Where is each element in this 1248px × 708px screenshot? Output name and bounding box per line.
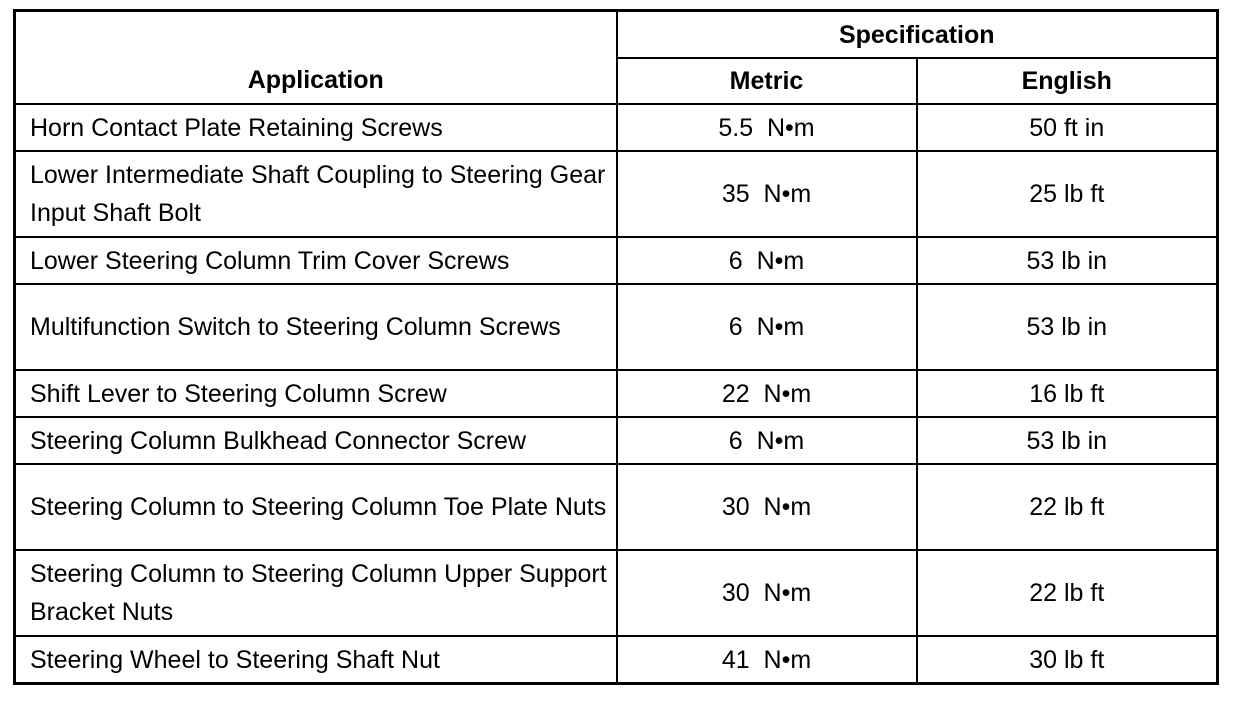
metric-cell: 6 N•m (617, 284, 917, 370)
english-cell: 53 lb in (917, 237, 1218, 284)
application-cell: Lower Intermediate Shaft Coupling to Steering Gear Input Shaft Bolt (15, 151, 617, 237)
english-header: English (917, 58, 1218, 104)
application-cell: Steering Wheel to Steering Shaft Nut (15, 636, 617, 684)
application-cell: Steering Column Bulkhead Connector Screw (15, 417, 617, 464)
application-cell: Steering Column to Steering Column Upper Support Bracket Nuts (15, 550, 617, 636)
application-cell: Lower Steering Column Trim Cover Screws (15, 237, 617, 284)
english-cell: 53 lb in (917, 284, 1218, 370)
english-cell: 22 lb ft (917, 464, 1218, 550)
metric-cell: 30 N•m (617, 464, 917, 550)
metric-cell: 6 N•m (617, 237, 917, 284)
metric-cell: 30 N•m (617, 550, 917, 636)
table-row (15, 284, 1218, 370)
header-row-top (15, 11, 1218, 59)
application-cell: Shift Lever to Steering Column Screw (15, 370, 617, 417)
metric-cell: 6 N•m (617, 417, 917, 464)
english-cell: 53 lb in (917, 417, 1218, 464)
metric-cell: 41 N•m (617, 636, 917, 684)
english-cell: 25 lb ft (917, 151, 1218, 237)
english-cell: 50 ft in (917, 104, 1218, 151)
metric-cell: 35 N•m (617, 151, 917, 237)
metric-cell: 5.5 N•m (617, 104, 917, 151)
table-row (15, 370, 1218, 417)
table-row (15, 151, 1218, 237)
specification-header: Specification (617, 11, 1218, 59)
english-cell: 16 lb ft (917, 370, 1218, 417)
table-row (15, 104, 1218, 151)
table-row (15, 417, 1218, 464)
table-row (15, 464, 1218, 550)
application-cell: Horn Contact Plate Retaining Screws (15, 104, 617, 151)
table-row (15, 636, 1218, 684)
table-row (15, 550, 1218, 636)
torque-specification-table (13, 9, 1219, 685)
english-cell: 22 lb ft (917, 550, 1218, 636)
application-cell: Steering Column to Steering Column Toe Plate Nuts (15, 464, 617, 550)
metric-header: Metric (617, 58, 917, 104)
application-header: Application (15, 11, 617, 105)
table-row (15, 237, 1218, 284)
metric-cell: 22 N•m (617, 370, 917, 417)
english-cell: 30 lb ft (917, 636, 1218, 684)
application-cell: Multifunction Switch to Steering Column Screws (15, 284, 617, 370)
